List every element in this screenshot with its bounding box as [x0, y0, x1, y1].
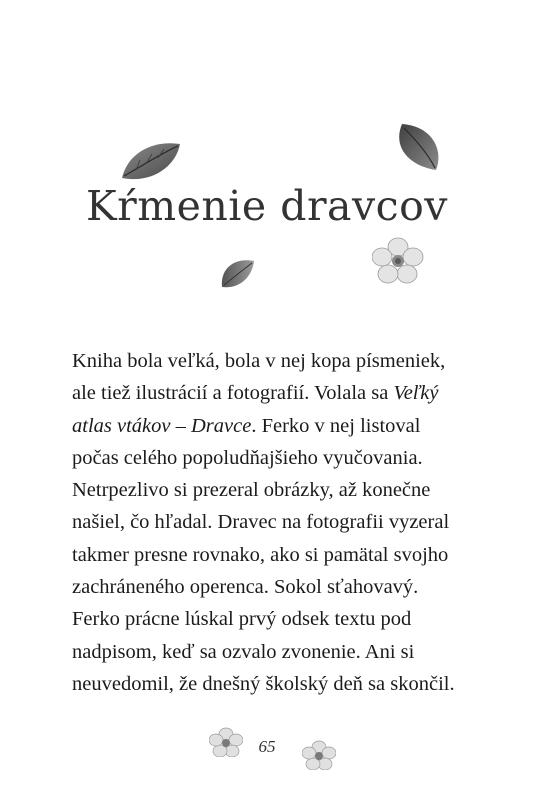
- chapter-title: Kŕmenie dravcov: [86, 182, 448, 230]
- leaf-icon: [392, 122, 444, 172]
- text-line: [72, 668, 472, 700]
- text-line: [72, 603, 472, 635]
- text-run: počas celého popoludňajšieho vyučovania.: [72, 446, 423, 469]
- text-run: našiel, čo hľadal. Dravec na fotografii vyzeral: [72, 511, 450, 534]
- page-number: 65: [258, 737, 276, 756]
- text-run: Netrpezlivo si prezeral obrázky, až konečne: [72, 479, 431, 502]
- text-run: takmer presne rovnako, ako si pamätal svojho: [72, 543, 449, 566]
- flower-icon: [302, 740, 336, 770]
- text-line: [72, 571, 472, 603]
- italic-text: atlas vtákov – Dravce: [72, 414, 252, 437]
- body-paragraph: [72, 345, 472, 700]
- text-line: [72, 474, 472, 506]
- text-run: Kniha bola veľká, bola v nej kopa písmeniek,: [72, 350, 446, 372]
- text-line: [72, 636, 472, 668]
- flower-icon: [372, 236, 424, 284]
- text-run: ale tiež ilustrácií a fotografií. Volala sa: [72, 382, 394, 405]
- leaf-icon: [218, 255, 258, 291]
- text-line: [72, 442, 472, 474]
- text-line: [72, 377, 472, 409]
- text-run: neuvedomil, že dnešný školský deň sa skončil.: [72, 672, 455, 695]
- text-line: [72, 539, 472, 571]
- text-run: nadpisom, keď sa ozvalo zvonenie. Ani si: [72, 640, 415, 663]
- text-run: zachráneného operenca. Sokol sťahovavý.: [72, 576, 419, 599]
- text-line: [72, 506, 472, 538]
- italic-text: Veľký: [393, 382, 439, 405]
- text-line: [72, 345, 472, 377]
- text-line: [72, 410, 472, 442]
- text-run: Ferko prácne lúskal prvý odsek textu pod: [72, 608, 412, 631]
- text-run: . Ferko v nej listoval: [251, 414, 421, 437]
- leaf-icon: [118, 138, 186, 186]
